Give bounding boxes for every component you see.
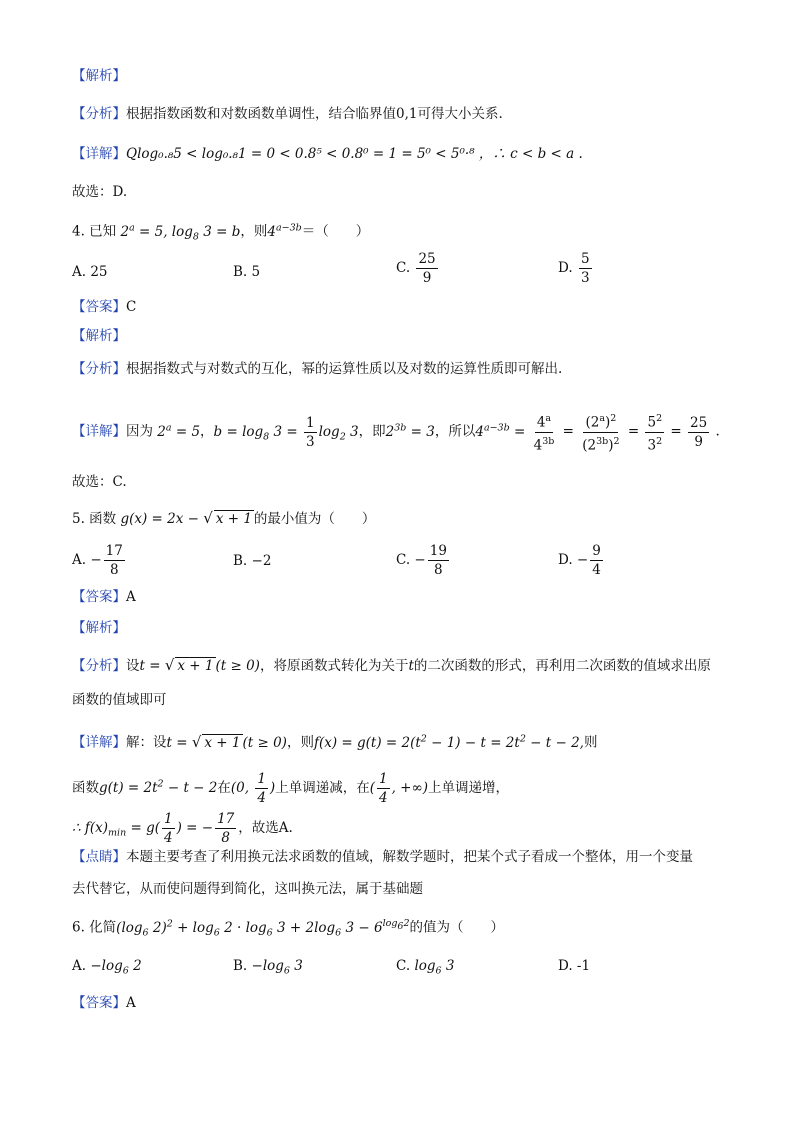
tag-dianjing: 【点睛】 <box>72 849 126 865</box>
q5-detail-math1: t = √ x + 1 (t ≥ 0) <box>166 732 287 751</box>
q4-answer <box>72 297 136 317</box>
q6-stem <box>72 914 504 943</box>
tag-xiangjie: 【详解】 <box>72 146 126 162</box>
tag-xiangjie: 【详解】 <box>72 734 126 751</box>
tag-daan: 【答案】 <box>72 589 126 605</box>
q3-choice: 故选：D. <box>72 184 128 200</box>
q4-stem-prefix: 4. 已知 <box>72 223 117 240</box>
q4-option-b: B. 5 <box>233 264 261 280</box>
q5-detail-interval2: ( $\frac{1}{4}$ , +∞) <box>369 771 428 806</box>
q5-detail-line2: 函数$g(t) = 2t^2 - t - 2$在(0, $\frac{1}{4}$ )上单调递减，在( $\frac{1}{4}$ , +∞)上单调递增， <box>72 771 509 806</box>
q4-detail-mid1: ，即 <box>358 423 386 440</box>
q4-detail: 【详解】因为 $2^a = 5$，$b = \log_8 3$ = $\frac{1}{3}$ $\log_2 3$，即$2^{3b} = 3$，所以$4^{a-3b}$ = $\frac{4^a}{4^{3b}}$ = $\frac{(2^a)^2}{(2^{3b})^2}$ = $\frac{5^2}{3^2}$ = $\frac{25}{9}$ . <box>72 410 720 454</box>
q5-option-d: D. − $\frac{9}{4}$ <box>558 543 601 578</box>
q4-jiexi <box>72 326 126 346</box>
q3-analysis-text: 根据指数函数和对数函数单调性，结合临界值0,1可得大小关系. <box>126 106 503 122</box>
tag-daan: 【答案】 <box>72 995 126 1011</box>
tag-jiexi: 【解析】 <box>72 328 126 344</box>
q5-detail-math2: $f(x) = g(t) = 2(t^2 - 1) - t = 2t^2 - t - 2$, <box>313 733 584 751</box>
q3-detail <box>72 144 583 164</box>
q5-detail-interval1: (0, $\frac{1}{4}$ ) <box>230 771 276 806</box>
q4-detail-math4: $2^{3b} = 3$ <box>385 422 435 440</box>
q6-answer <box>72 993 136 1013</box>
q4-option-d-label: D. <box>558 260 573 276</box>
q4-detail-math2: $b = \log_8 3$ = <box>213 423 302 443</box>
q4-option-c-label: C. <box>396 260 411 276</box>
q4-option-c <box>396 250 440 287</box>
q4-analysis <box>72 359 562 379</box>
q4-choice: 故选：C. <box>72 474 127 490</box>
q6-answer-value: A <box>126 995 136 1011</box>
q5-option-a: A. − $\frac{17}{8}$ <box>72 543 123 578</box>
q4-option-a: A. 25 <box>72 264 108 280</box>
q5-answer-value: A <box>126 589 136 605</box>
q6-option-b: B. $-\log_6$ 3 <box>233 958 303 977</box>
q5-option-d-label: D. <box>558 552 573 568</box>
q5-answer <box>72 587 136 607</box>
tag-xiangjie: 【详解】 <box>72 423 126 440</box>
q5-stem <box>72 508 375 529</box>
tag-fenxi: 【分析】 <box>72 361 126 377</box>
q4-stem <box>72 218 369 247</box>
q5-option-a-frac: $\frac{17}{8}$ <box>105 543 123 578</box>
q4-detail-frac1: $\frac{4^a}{4^{3b}}$ <box>532 410 557 454</box>
q5-note-line2: 去代替它，从而使问题得到简化，这叫换元法，属于基础题 <box>72 881 423 897</box>
q6-stem-prefix: 6. 化简 <box>72 919 117 936</box>
tag-jiexi: 【解析】 <box>72 620 126 636</box>
q3-detail-math: Qlog₀.₈5 < log₀.₈1 = 0 < 0.8⁵ < 0.8⁰ = 1 = 5⁰ < 5⁰·⁸ ，∴ c < b < a . <box>126 146 583 162</box>
q5-stem-suffix: 的最小值为（ ） <box>253 511 376 527</box>
q4-option-d <box>558 250 594 287</box>
q6-option-d: D. -1 <box>558 958 591 974</box>
q5-analysis-line2: 函数的值域即可 <box>72 692 167 708</box>
q4-detail-frac3: $\frac{5^2}{3^2}$ <box>645 410 664 454</box>
q4-stem-suffix: ，则 <box>240 223 268 240</box>
q4-detail-frac-third: $\frac{1}{3}$ <box>306 414 315 450</box>
q4-detail-math3: $\log_2 3$ <box>318 423 359 443</box>
q5-option-b: B. −2 <box>233 553 272 569</box>
tag-fenxi: 【分析】 <box>72 658 126 674</box>
q5-option-a-label: A. <box>72 552 87 568</box>
q5-analysis-line1: 【分析】设t = √ x + 1 (t ≥ 0)，将原函数式转化为关于t的二次函数的形式，再利用二次函数的值域求出原 <box>72 656 711 674</box>
q4-stem-math1: $2^a = 5$, $\log_8 3 = b$ <box>120 222 241 243</box>
q5-option-c-label: C. <box>396 552 411 568</box>
q4-option-d-frac: $\frac{5}{3}$ <box>580 251 590 286</box>
q4-answer-value: C <box>126 299 137 315</box>
q4-analysis-text: 根据指数式与对数式的互化，幂的运算性质以及对数的运算性质即可解出. <box>126 361 563 377</box>
q5-note-line1: 【点睛】本题主要考查了利用换元法求函数的值域，解数学题时，把某个式子看成一个整体，用一个变量 <box>72 849 693 865</box>
q5-detail-line1: 【详解】解：设t = √ x + 1 (t ≥ 0)，则$f(x) = g(t) = 2(t^2 - 1) - t = 2t^2 - t - 2$,则 <box>72 732 598 751</box>
q5-detail-line3: ∴ $f(x)_{min} = g$( $\frac{1}{4}$ ) = − $\frac{17}{8}$ ，故选A. <box>72 811 293 846</box>
q5-detail-math4: ∴ $f(x)_{min} = g$( $\frac{1}{4}$ ) = − $\frac{17}{8}$ <box>72 811 235 846</box>
q3-analysis <box>72 104 503 124</box>
q6-option-c: C. $\log_6 3$ <box>396 958 455 977</box>
q6-stem-math: ($\log_6$ $2)^2 + \log_6 2 \cdot \log_6 3 + 2\log_6$ $3 - 6^{log_62}$ <box>116 918 410 939</box>
q4-detail-frac2: $\frac{(2^a)^2}{(2^{3b})^2}$ <box>580 410 621 454</box>
q4-detail-mid2: ，所以 <box>434 423 476 440</box>
q5-stem-math: g(x) = 2x − √ x + 1 <box>120 509 252 527</box>
analysis-header <box>72 66 126 86</box>
tag-daan: 【答案】 <box>72 299 126 315</box>
q4-detail-prefix: 因为 <box>126 423 153 440</box>
q4-option-c-frac: $\frac{25}{9}$ <box>418 251 436 286</box>
q5-jiexi <box>72 618 126 638</box>
q5-option-c: C. − $\frac{19}{8}$ <box>396 543 447 578</box>
q4-detail-frac4: $\frac{25}{9}$ <box>690 414 708 450</box>
q4-stem-math2: $4^{a-3b}$ <box>267 222 302 240</box>
q4-detail-math5: $4^{a-3b}$ = <box>475 422 530 440</box>
q6-stem-suffix: 的值为（ ） <box>409 919 505 936</box>
q6-option-a: A. $-\log_6$ 2 <box>72 958 142 977</box>
q5-option-c-frac: $\frac{19}{8}$ <box>429 543 447 578</box>
q5-analysis-math: t = √ x + 1 (t ≥ 0) <box>139 656 260 674</box>
q4-detail-math1: $2^a = 5$ <box>157 422 201 440</box>
q5-option-d-frac: $\frac{9}{4}$ <box>592 543 601 578</box>
tag-fenxi: 【分析】 <box>72 106 126 122</box>
tag-jiexi: 【解析】 <box>72 68 126 84</box>
q5-stem-prefix: 5. 函数 <box>72 511 117 527</box>
q4-stem-end: ＝（ ） <box>301 223 370 240</box>
q5-detail-math3: $g(t) = 2t^2 - t - 2$ <box>99 778 218 796</box>
